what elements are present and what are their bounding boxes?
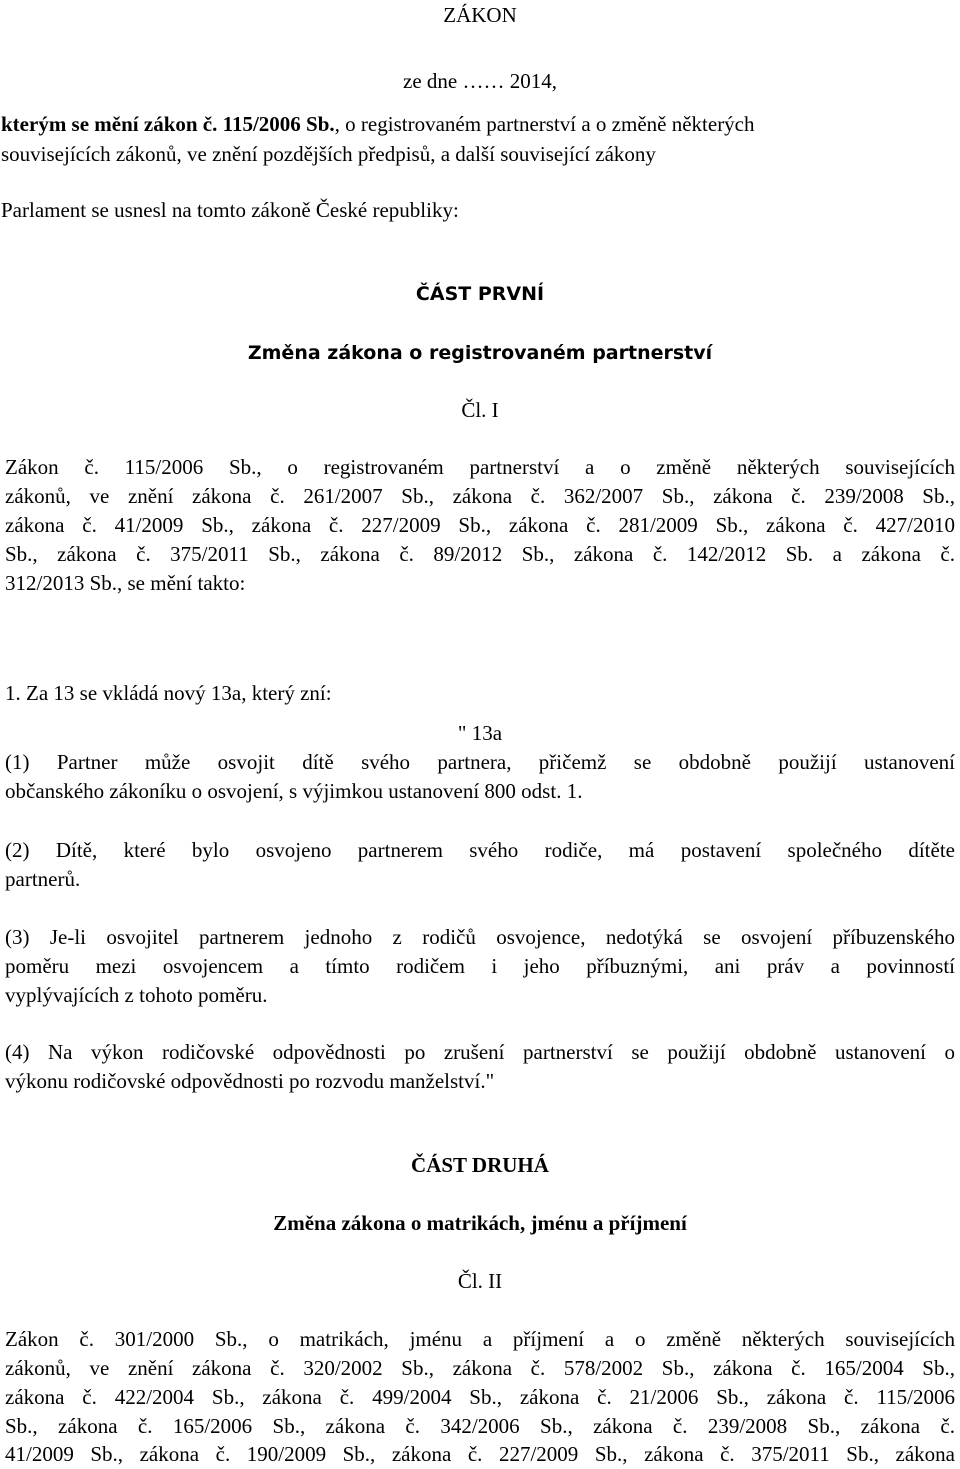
paragraph-1-line: (1) Partner může osvojit dítě svého partnera, přičemž se obdobně použijí ustanovení: [5, 750, 955, 774]
section-13a-label: " 13a: [457, 721, 503, 745]
article-two: Čl. II: [457, 1269, 503, 1293]
intro-line: Sb., zákona č. 375/2011 Sb., zákona č. 89/2012 Sb., zákona č. 142/2012 Sb. a zákona č.: [5, 542, 955, 566]
part-one-subheading: Změna zákona o registrovaném partnerství: [247, 342, 713, 364]
date-line: ze dne …… 2014,: [403, 69, 557, 93]
part-one-heading: ČÁST PRVNÍ: [415, 283, 545, 305]
article-one: Čl. I: [461, 398, 499, 422]
paragraph-3-line: vyplývajících z tohoto poměru.: [5, 983, 268, 1007]
paragraph-3-line: (3) Je-li osvojitel partnerem jednoho z rodičů osvojence, nedotýká se osvojení příbuzenského: [5, 925, 955, 949]
intro-line: 41/2009 Sb., zákona č. 190/2009 Sb., zákona č. 227/2009 Sb., zákona č. 375/2011 Sb., zákona: [5, 1442, 955, 1466]
paragraph-1-line: občanského zákoníku o osvojení, s výjimkou ustanovení 800 odst. 1.: [5, 779, 583, 803]
title-rest: , o registrovaném partnerství a o změně některých: [334, 112, 755, 136]
enacting-clause: Parlament se usnesl na tomto zákoně České republiky:: [1, 198, 459, 222]
paragraph-4-line: (4) Na výkon rodičovské odpovědnosti po zrušení partnerství se použijí obdobně ustanovení o: [5, 1040, 955, 1064]
title-line-2: souvisejících zákonů, ve znění pozdějších předpisů, a další související zákony: [1, 142, 656, 166]
intro-line: Zákon č. 115/2006 Sb., o registrovaném partnerství a o změně některých souvisejících: [5, 455, 955, 479]
paragraph-3-line: poměru mezi osvojencem a tímto rodičem i jeho příbuznými, ani práv a povinností: [5, 954, 955, 978]
intro-line: zákonů, ve znění zákona č. 261/2007 Sb., zákona č. 362/2007 Sb., zákona č. 239/2008 Sb.,: [5, 484, 955, 508]
title-bold: kterým se mění zákon č. 115/2006 Sb.: [1, 112, 335, 136]
intro-line: Sb., zákona č. 165/2006 Sb., zákona č. 342/2006 Sb., zákona č. 239/2008 Sb., zákona č.: [5, 1414, 955, 1438]
amendment-point-1: 1. Za 13 se vkládá nový 13a, který zní:: [5, 681, 332, 705]
paragraph-2-line: partnerů.: [5, 867, 81, 891]
intro-line: zákona č. 41/2009 Sb., zákona č. 227/2009 Sb., zákona č. 281/2009 Sb., zákona č. 427/2010: [5, 513, 955, 537]
title-line-1: [1, 110, 755, 139]
intro-line: zákonů, ve znění zákona č. 320/2002 Sb., zákona č. 578/2002 Sb., zákona č. 165/2004 Sb.,: [5, 1356, 955, 1380]
intro-line: zákona č. 422/2004 Sb., zákona č. 499/2004 Sb., zákona č. 21/2006 Sb., zákona č. 115/2006: [5, 1385, 955, 1409]
paragraph-4-line: výkonu rodičovské odpovědnosti po rozvodu manželství.": [5, 1069, 495, 1093]
part-two-subheading: Změna zákona o matrikách, jménu a příjmení: [273, 1211, 687, 1235]
part-two-heading: ČÁST DRUHÁ: [411, 1153, 549, 1177]
intro-line: 312/2013 Sb., se mění takto:: [5, 571, 246, 595]
intro-line: Zákon č. 301/2000 Sb., o matrikách, jménu a příjmení a o změně některých souvisejících: [5, 1327, 955, 1351]
paragraph-2-line: (2) Dítě, které bylo osvojeno partnerem svého rodiče, má postavení společného dítěte: [5, 838, 955, 862]
doc-type: ZÁKON: [443, 3, 517, 27]
